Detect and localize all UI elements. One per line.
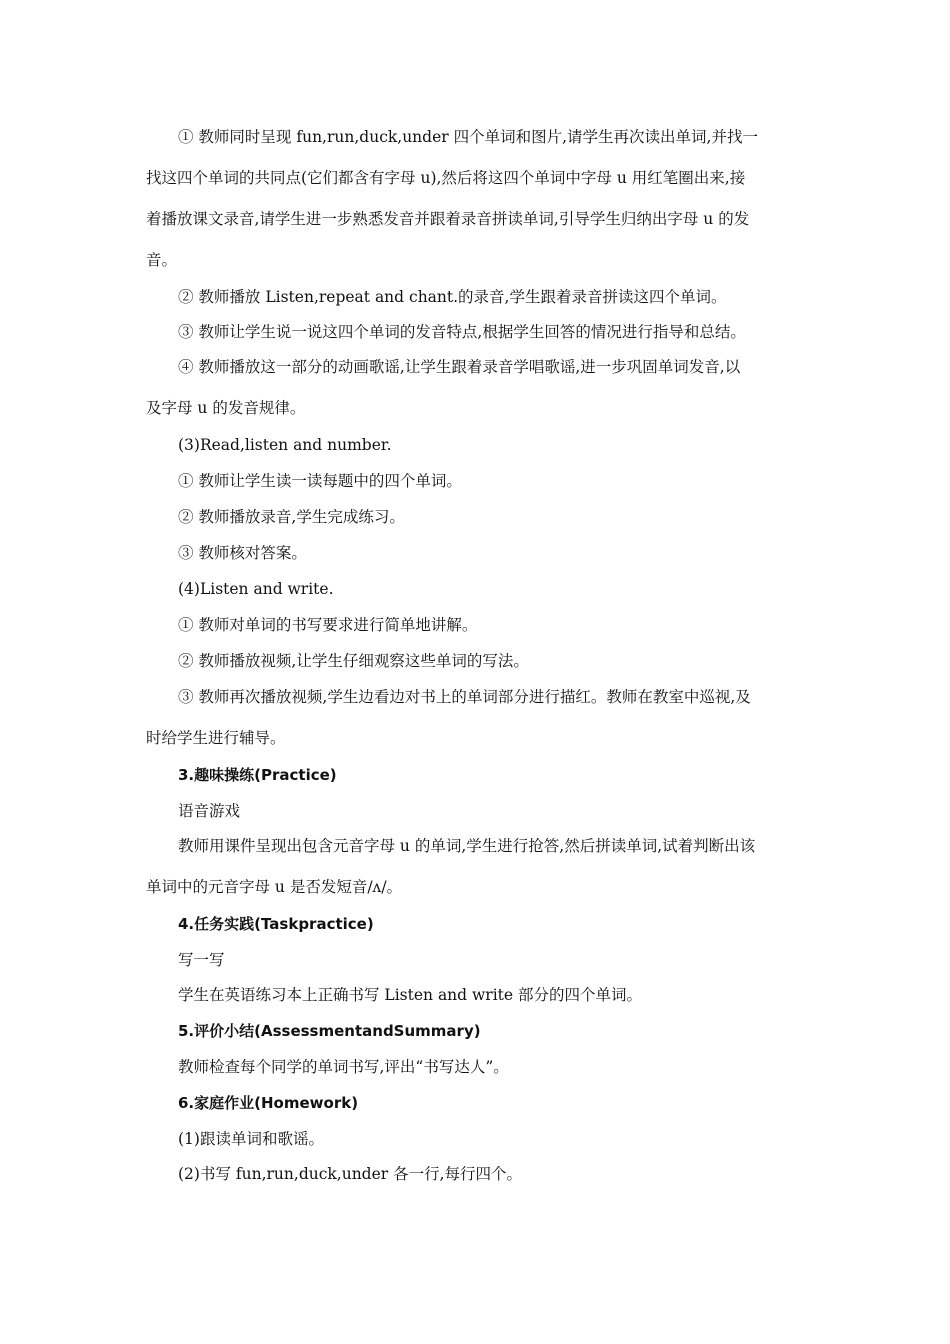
task-subtitle: 写一写	[178, 951, 225, 969]
practice-text-line-1: 教师用课件呈现出包含元音字母 u 的单词,学生进行抢答,然后拼读单词,试着判断出该	[178, 837, 756, 855]
paragraph-4-line-2: 及字母 u 的发音规律。	[146, 399, 306, 417]
heading-assessment: 5.评价小结(AssessmentandSummary)	[178, 1022, 481, 1040]
paragraph-1-line-3: 着播放课文录音,请学生进一步熟悉发音并跟着录音拼读单词,引导学生归纳出字母 u 的发	[146, 210, 750, 228]
heading-practice: 3.趣味操练(Practice)	[178, 766, 337, 784]
homework-item-1: (1)跟读单词和歌谣。	[178, 1130, 324, 1148]
paragraph-4-line-1: ④ 教师播放这一部分的动画歌谣,让学生跟着录音学唱歌谣,进一步巩固单词发音,以	[178, 358, 741, 376]
heading-homework: 6.家庭作业(Homework)	[178, 1094, 359, 1112]
paragraph-1-line-4: 音。	[146, 251, 178, 269]
homework-item-2: (2)书写 fun,run,duck,under 各一行,每行四个。	[178, 1165, 523, 1183]
paragraph-1-line-2: 找这四个单词的共同点(它们都含有字母 u),然后将这四个单词中字母 u 用红笔圈出来,接	[146, 169, 746, 187]
section-3-item-1: ① 教师让学生读一读每题中的四个单词。	[178, 472, 462, 490]
paragraph-3: ③ 教师让学生说一说这四个单词的发音特点,根据学生回答的情况进行指导和总结。	[178, 323, 746, 341]
section-4-item-3-line-1: ③ 教师再次播放视频,学生边看边对书上的单词部分进行描红。教师在教室中巡视,及	[178, 688, 751, 706]
section-4-item-1: ① 教师对单词的书写要求进行简单地讲解。	[178, 616, 478, 634]
section-4-item-2: ② 教师播放视频,让学生仔细观察这些单词的写法。	[178, 652, 529, 670]
assessment-text: 教师检查每个同学的单词书写,评出“书写达人”。	[178, 1058, 509, 1076]
practice-subtitle: 语音游戏	[178, 802, 241, 820]
practice-text-line-2: 单词中的元音字母 u 是否发短音/ʌ/。	[146, 878, 403, 896]
paragraph-2: ② 教师播放 Listen,repeat and chant.的录音,学生跟着录音拼读这四个单词。	[178, 288, 727, 306]
task-text: 学生在英语练习本上正确书写 Listen and write 部分的四个单词。	[178, 986, 642, 1004]
heading-task-practice: 4.任务实践(Taskpractice)	[178, 915, 374, 933]
section-3-item-2: ② 教师播放录音,学生完成练习。	[178, 508, 405, 526]
paragraph-1-line-1: ① 教师同时呈现 fun,run,duck,under 四个单词和图片,请学生再次读出单词,并找一	[178, 128, 758, 146]
section-4-item-3-line-2: 时给学生进行辅导。	[146, 729, 286, 747]
section-3-title: (3)Read,listen and number.	[178, 436, 392, 454]
section-3-item-3: ③ 教师核对答案。	[178, 544, 307, 562]
section-4-title: (4)Listen and write.	[178, 580, 334, 598]
